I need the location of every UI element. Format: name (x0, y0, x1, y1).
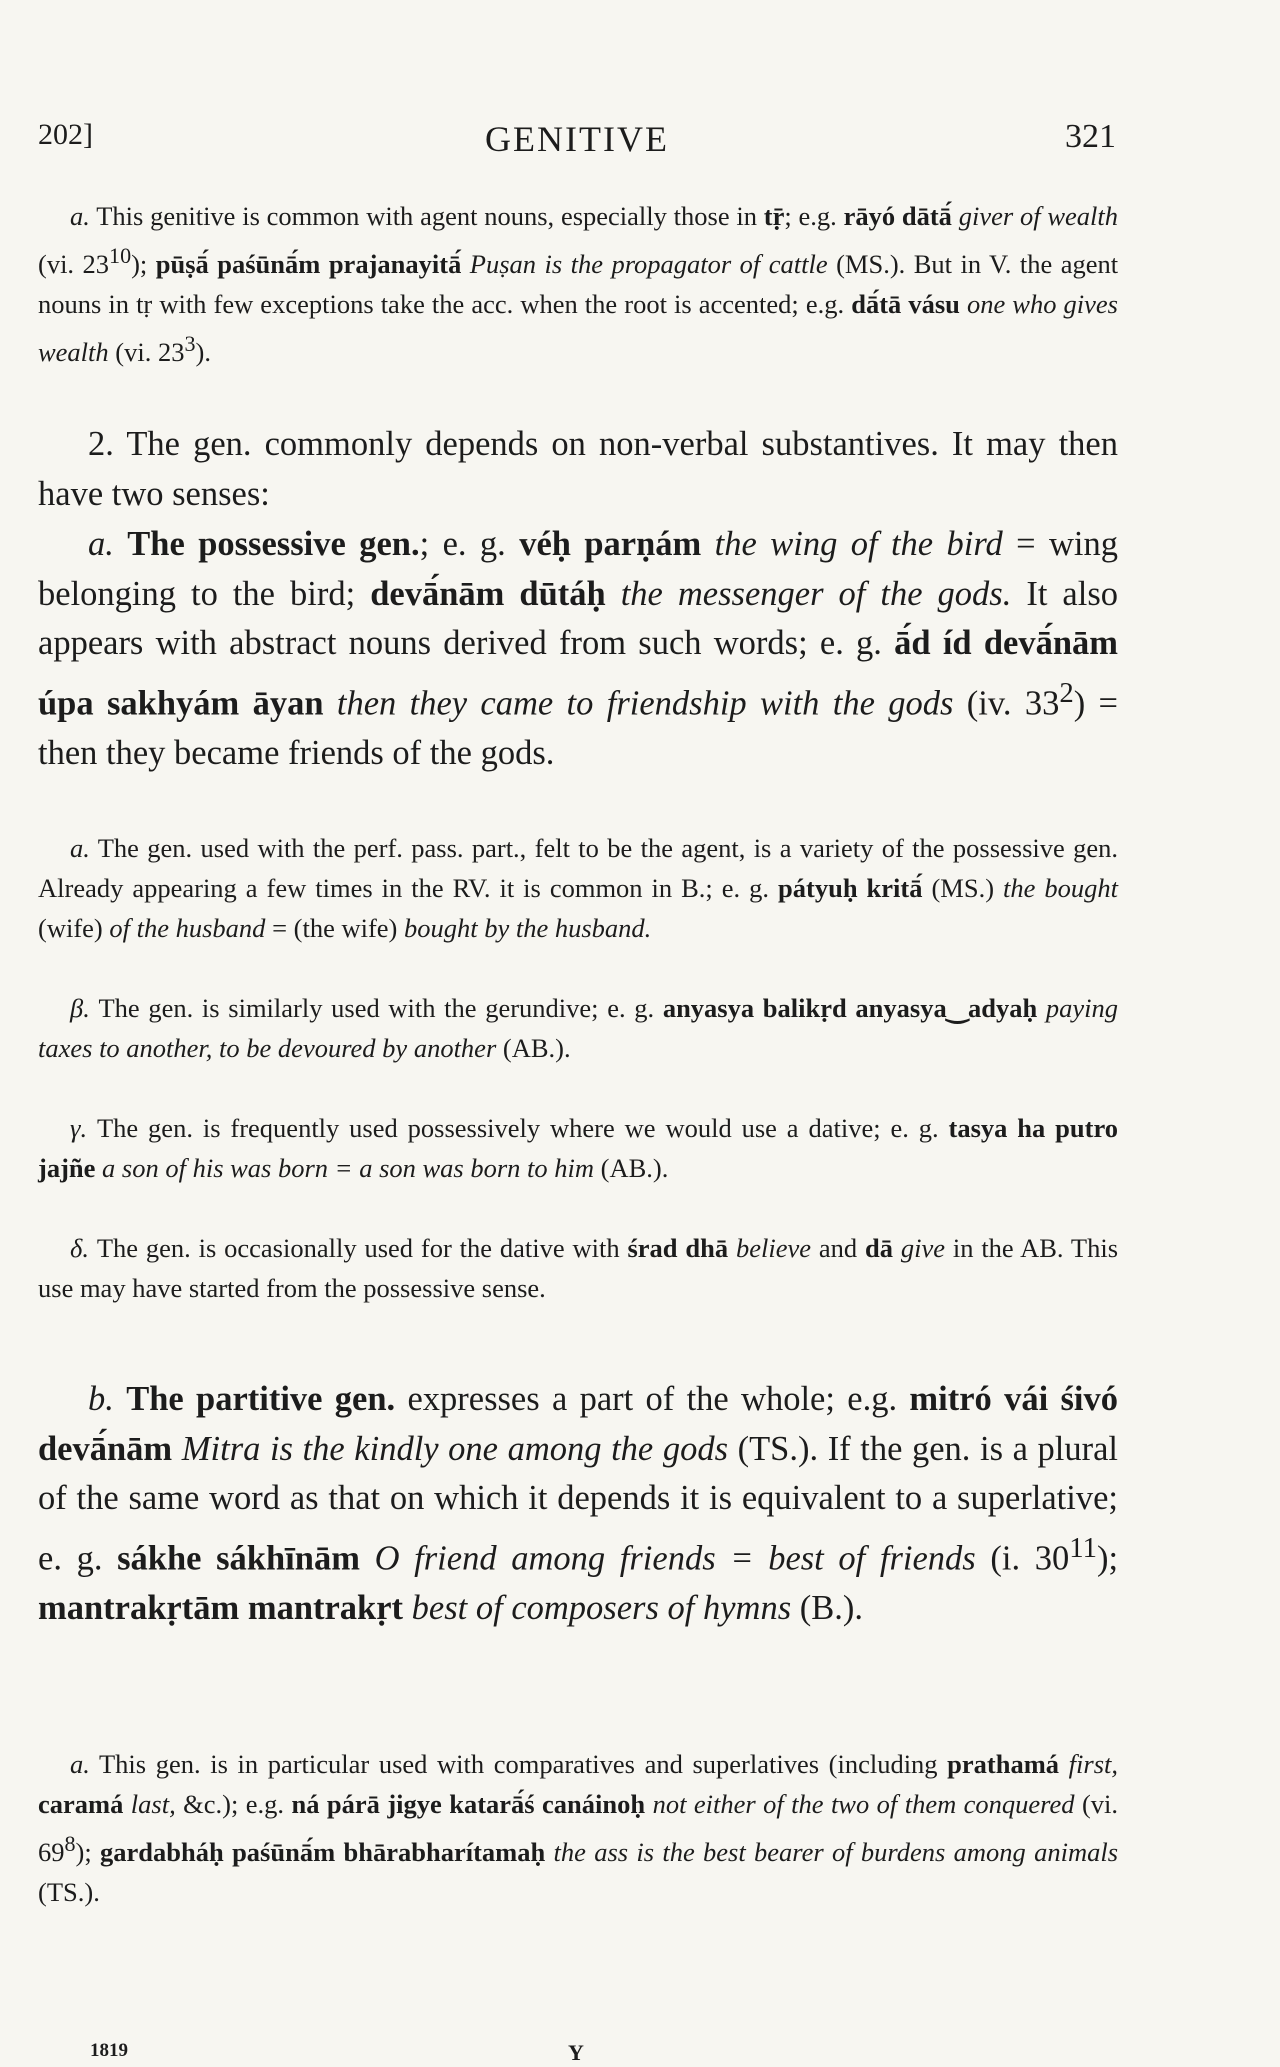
paragraph-possessive-dative: γ. The gen. is frequently used possessively where we would use a dative; e. g. tasya ha putro jajñe a son of his was born = a son was born to him (AB.). (38, 1113, 1118, 1183)
signature-number: 1819 (90, 2040, 128, 2061)
page-footer (90, 2040, 1090, 2064)
item-label: β. (70, 993, 90, 1023)
item-label: 2. (88, 425, 114, 463)
item-label: b. (88, 1380, 114, 1418)
paragraph-non-verbal: 2. The gen. commonly depends on non-verbal substantives. It may then have two senses: (38, 425, 1118, 513)
paragraph-gerundive: β. The gen. is similarly used with the gerundive; e. g. anyasya balikṛd anyasya‿adyaḥ paying taxes to another, to be devoured by another (AB.). (38, 993, 1119, 1063)
item-label: a. (88, 525, 114, 563)
item-label: a. (70, 833, 90, 863)
paragraph-agent-nouns: a. This genitive is common with agent nouns, especially those in tṝ; e.g. rāyó dātā́ giver of wealth (vi. $23^{10}$); pūṣā́ paśūnā́m prajanayitā́ Puṣan is the propagator of cattle (MS.). But in V. the agent nouns in tṛ with few exceptions take the acc. when the root is accented; e.g. dā́tā vásu one who gives wealth (vi. $23^3$). (38, 201, 1119, 367)
item-label: γ. (70, 1113, 88, 1143)
paragraph-dative-use: δ. The gen. is occasionally used for the dative with śrad dhā believe and dā give in the AB. This use may have started from the possessive sense. (38, 1233, 1119, 1303)
item-label: δ. (70, 1233, 89, 1263)
page-title: GENITIVE (485, 119, 669, 159)
running-header (38, 118, 1116, 166)
paragraph-partitive: b. The partitive gen. expresses a part of the whole; e.g. mitró vái śivó devā́nām Mitra is the kindly one among the gods (TS.). If the gen. is a plural of the same word as that on which it depends it is equivalent to a superlative; e. g. sákhe sákhīnām O friend among friends = best of friends (i. $30^{11}$); mantrakṛtām mantrakṛt best of composers of hymns (B.). (38, 1380, 1119, 1627)
paragraph-comparatives: a. This gen. is in particular used with comparatives and superlatives (including prathamá first, caramá last, &c.); e.g. ná párā jigye katarā́ś canáinoḥ not either of the two of them conquered (vi. $69^8$); gardabháḥ paśūnā́m bhārabharítamaḥ the ass is the best bearer of burdens among animals (TS.). (38, 1749, 1119, 1907)
page-number: 321 (1065, 118, 1116, 155)
section-number: 202] (38, 118, 93, 151)
paragraph-perfect-participle: a. The gen. used with the perf. pass. part., felt to be the agent, is a variety of the possessive gen. Already appearing a few times in the RV. it is common in B.; e. g. pátyuḥ kritā́ (MS.) the bought (wife) of the husband = (the wife) bought by the husband. (38, 833, 1118, 943)
paragraph-possessive: a. The possessive gen.; e. g. véḥ parṇám the wing of the bird = wing belonging to the bird; devā́nām dūtáḥ the messenger of the gods. It also appears with abstract nouns derived from such words; e. g. ā́d íd devā́nām úpa sakhyám āyan then they came to friendship with the gods (iv. $33^2$) = then they became friends of the gods. (38, 525, 1119, 772)
gathering-mark: Y (568, 2040, 584, 2065)
item-label: a. (70, 201, 90, 231)
item-label: a. (70, 1749, 90, 1779)
